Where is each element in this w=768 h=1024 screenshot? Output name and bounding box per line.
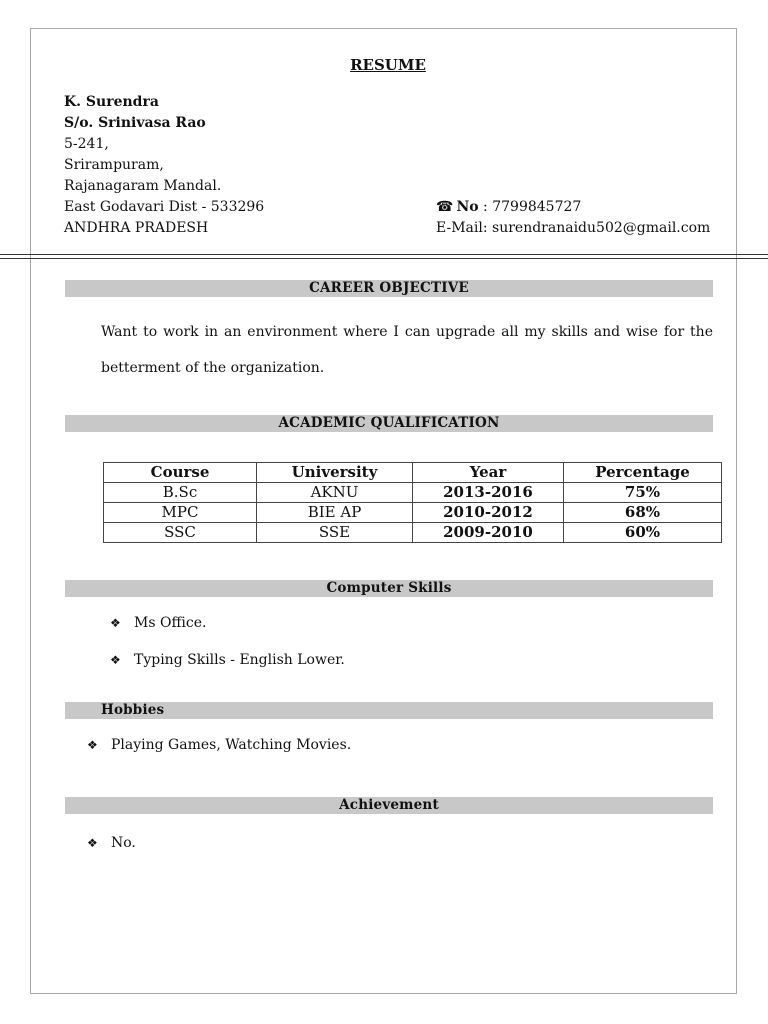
list-item: ❖ Ms Office.: [110, 615, 207, 631]
table-row: [104, 523, 722, 543]
email-line: [436, 218, 710, 239]
diamond-bullet-icon: ❖: [110, 653, 121, 667]
table-cell: 2009-2010: [413, 523, 564, 543]
academic-table: [103, 462, 722, 543]
diamond-bullet-icon: ❖: [110, 616, 121, 630]
column-header: University: [257, 463, 413, 483]
table-header-row: [104, 463, 722, 483]
parent-name: S/o. Srinivasa Rao: [64, 115, 206, 131]
table-cell: 75%: [564, 483, 722, 503]
table-cell: 2013-2016: [413, 483, 564, 503]
table-cell: 2010-2012: [413, 503, 564, 523]
address-line-2: Srirampuram,: [64, 157, 164, 173]
career-objective-heading: CAREER OBJECTIVE: [65, 280, 713, 297]
address-line-1: 5-241,: [64, 136, 109, 152]
address-line-5: ANDHRA PRADESH: [64, 220, 209, 236]
address-line-4: East Godavari Dist - 533296: [64, 199, 265, 215]
table-cell: 60%: [564, 523, 722, 543]
career-objective-text: Want to work in an environment where I can upgrade all my skills and wise for the betterment of the organization.: [101, 324, 713, 376]
document-title: RESUME: [350, 56, 426, 74]
table-cell: 68%: [564, 503, 722, 523]
table-row: [104, 503, 722, 523]
academic-heading: ACADEMIC QUALIFICATION: [65, 415, 713, 432]
table-cell: BIE AP: [257, 503, 413, 523]
header-divider-bottom: [0, 258, 768, 259]
achievement-heading: Achievement: [65, 797, 713, 814]
phone-label: No: [456, 199, 479, 215]
address-line-3: Rajanagaram Mandal.: [64, 178, 222, 194]
header-divider-top: [0, 254, 768, 255]
column-header: Course: [104, 463, 257, 483]
column-header: Percentage: [564, 463, 722, 483]
phone-separator: :: [478, 199, 493, 215]
column-header: Year: [413, 463, 564, 483]
candidate-name: K. Surendra: [64, 94, 159, 110]
list-item: ❖ No.: [87, 835, 136, 851]
telephone-icon: ☎: [436, 199, 454, 215]
list-item: ❖ Playing Games, Watching Movies.: [87, 737, 352, 753]
email-label: E-Mail:: [436, 220, 493, 236]
hobbies-heading: Hobbies: [65, 702, 713, 719]
phone-number: 7799845727: [492, 199, 582, 215]
diamond-bullet-icon: ❖: [87, 738, 98, 752]
list-item: ❖ Typing Skills - English Lower.: [110, 652, 345, 668]
diamond-bullet-icon: ❖: [87, 836, 98, 850]
phone-line: [436, 197, 581, 218]
table-cell: SSE: [257, 523, 413, 543]
table-row: [104, 483, 722, 503]
table-cell: SSC: [104, 523, 257, 543]
table-cell: B.Sc: [104, 483, 257, 503]
email-address: surendranaidu502@gmail.com: [492, 220, 711, 236]
table-cell: AKNU: [257, 483, 413, 503]
table-cell: MPC: [104, 503, 257, 523]
computer-skills-heading: Computer Skills: [65, 580, 713, 597]
